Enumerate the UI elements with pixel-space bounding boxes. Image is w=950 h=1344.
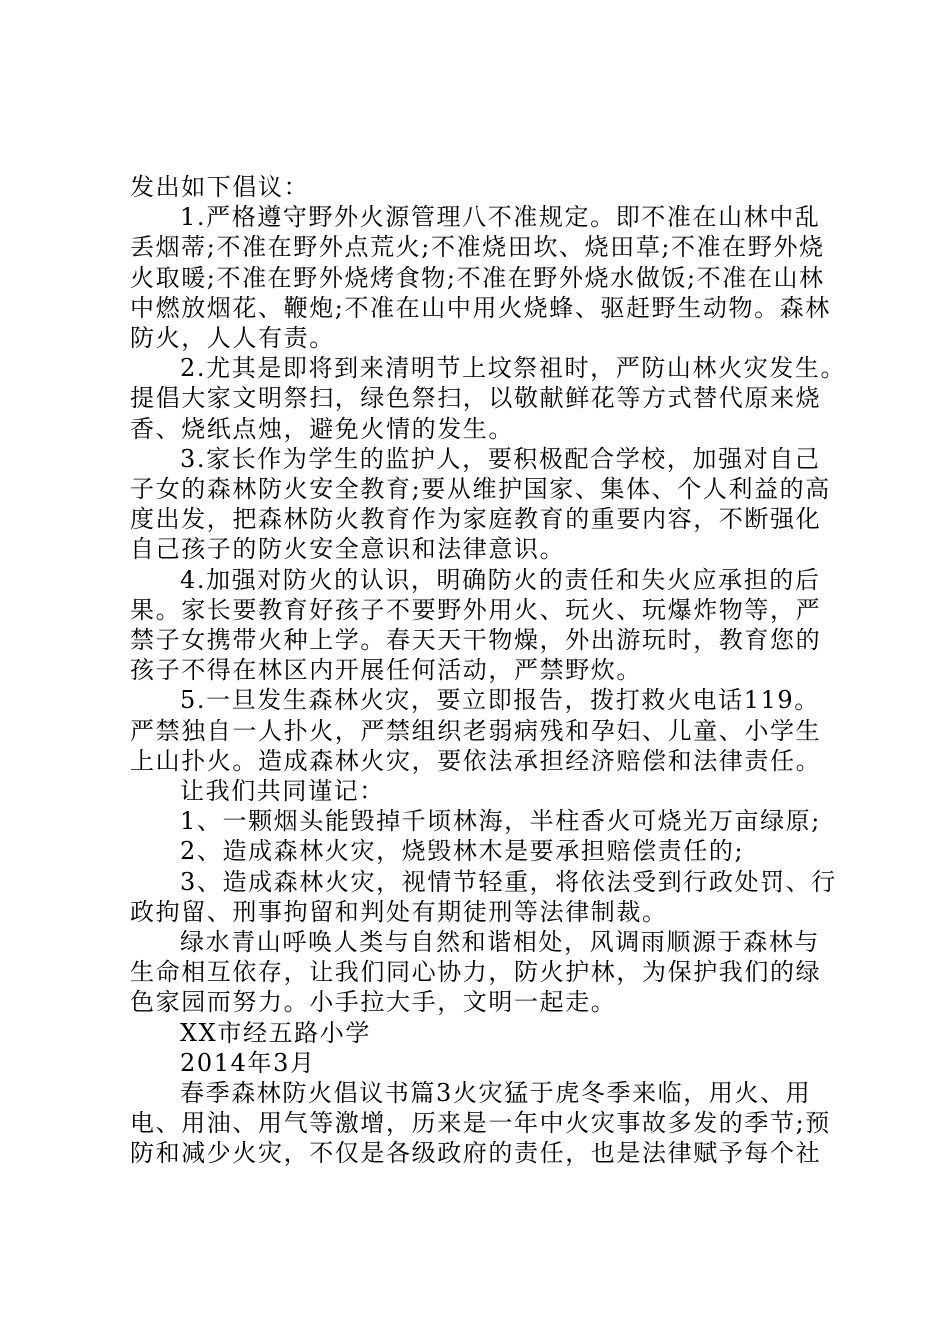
- text-line: 政拘留、刑事拘留和判处有期徒刑等法律制裁。: [130, 897, 668, 926]
- text-line: 色家园而努力。小手拉大手，文明一起走。: [130, 988, 617, 1017]
- text-line: 度出发，把森林防火教育作为家庭教育的重要内容，不断强化: [130, 505, 822, 534]
- text-line: 香、烧纸点烛，避免火情的发生。: [130, 414, 514, 443]
- text-line: 发出如下倡议：: [130, 173, 310, 201]
- text-line: 3、造成森林火灾，视情节轻重，将依法受到行政处罚、行: [180, 867, 837, 896]
- text-line: 5.一旦发生森林火灾，要立即报告，拨打救火电话119。: [180, 686, 820, 715]
- text-line: 禁子女携带火种上学。春天天干物燥，外出游玩时，教育您的: [130, 626, 822, 654]
- text-line: 让我们共同谨记：: [180, 777, 385, 805]
- text-line: 自己孩子的防火安全意识和法律意识。: [130, 535, 566, 564]
- text-line: 生命相互依存，让我们同心协力，防火护林，为保护我们的绿: [130, 958, 822, 987]
- text-line: 4.加强对防火的认识，明确防火的责任和失火应承担的后: [180, 565, 821, 594]
- text-line: 严禁独自一人扑火，严禁组织老弱病残和孕妇、儿童、小学生: [130, 716, 822, 745]
- text-line: 2.尤其是即将到来清明节上坟祭祖时，严防山林火灾发生。: [180, 354, 847, 383]
- text-line: 中燃放烟花、鞭炮;不准在山中用火烧蜂、驱赶野生动物。森林: [130, 293, 831, 322]
- text-line: 上山扑火。造成森林火灾，要依法承担经济赔偿和法律责任。: [130, 746, 822, 775]
- text-line: 电、用油、用气等激增，历来是一年中火灾事故多发的季节;预: [130, 1109, 831, 1138]
- text-line: 果。家长要教育好孩子不要野外用火、玩火、玩爆炸物等，严: [130, 595, 822, 624]
- text-line: 绿水青山呼唤人类与自然和谐相处，风调雨顺源于森林与: [180, 928, 820, 956]
- text-line: 春季森林防火倡议书篇3火灾猛于虎冬季来临，用火、用: [180, 1079, 812, 1107]
- text-line: XX市经五路小学: [180, 1018, 371, 1047]
- text-line: 防和减少火灾，不仅是各级政府的责任，也是法律赋予每个社: [130, 1139, 822, 1168]
- text-line: 1、一颗烟头能毁掉千顷林海，半柱香火可烧光万亩绿原;: [180, 807, 821, 836]
- text-line: 火取暖;不准在野外烧烤食物;不准在野外烧水做饭;不准在山林: [130, 263, 825, 292]
- text-line: 丢烟蒂;不准在野外点荒火;不准烧田坎、烧田草;不准在野外烧: [130, 233, 825, 262]
- text-line: 提倡大家文明祭扫，绿色祭扫，以敬献鲜花等方式替代原来烧: [130, 384, 822, 413]
- text-line: 防火，人人有责。: [130, 324, 335, 352]
- text-line: 1.严格遵守野外火源管理八不准规定。即不准在山林中乱: [180, 203, 821, 232]
- text-line: 2、造成森林火灾，烧毁林木是要承担赔偿责任的;: [180, 837, 745, 866]
- text-line: 2014年3月: [180, 1048, 316, 1077]
- text-line: 孩子不得在林区内开展任何活动，严禁野炊。: [130, 656, 642, 685]
- text-line: 3.家长作为学生的监护人，要积极配合学校，加强对自己: [180, 444, 821, 473]
- text-line: 子女的森林防火安全教育;要从维护国家、集体、个人利益的高: [130, 475, 831, 503]
